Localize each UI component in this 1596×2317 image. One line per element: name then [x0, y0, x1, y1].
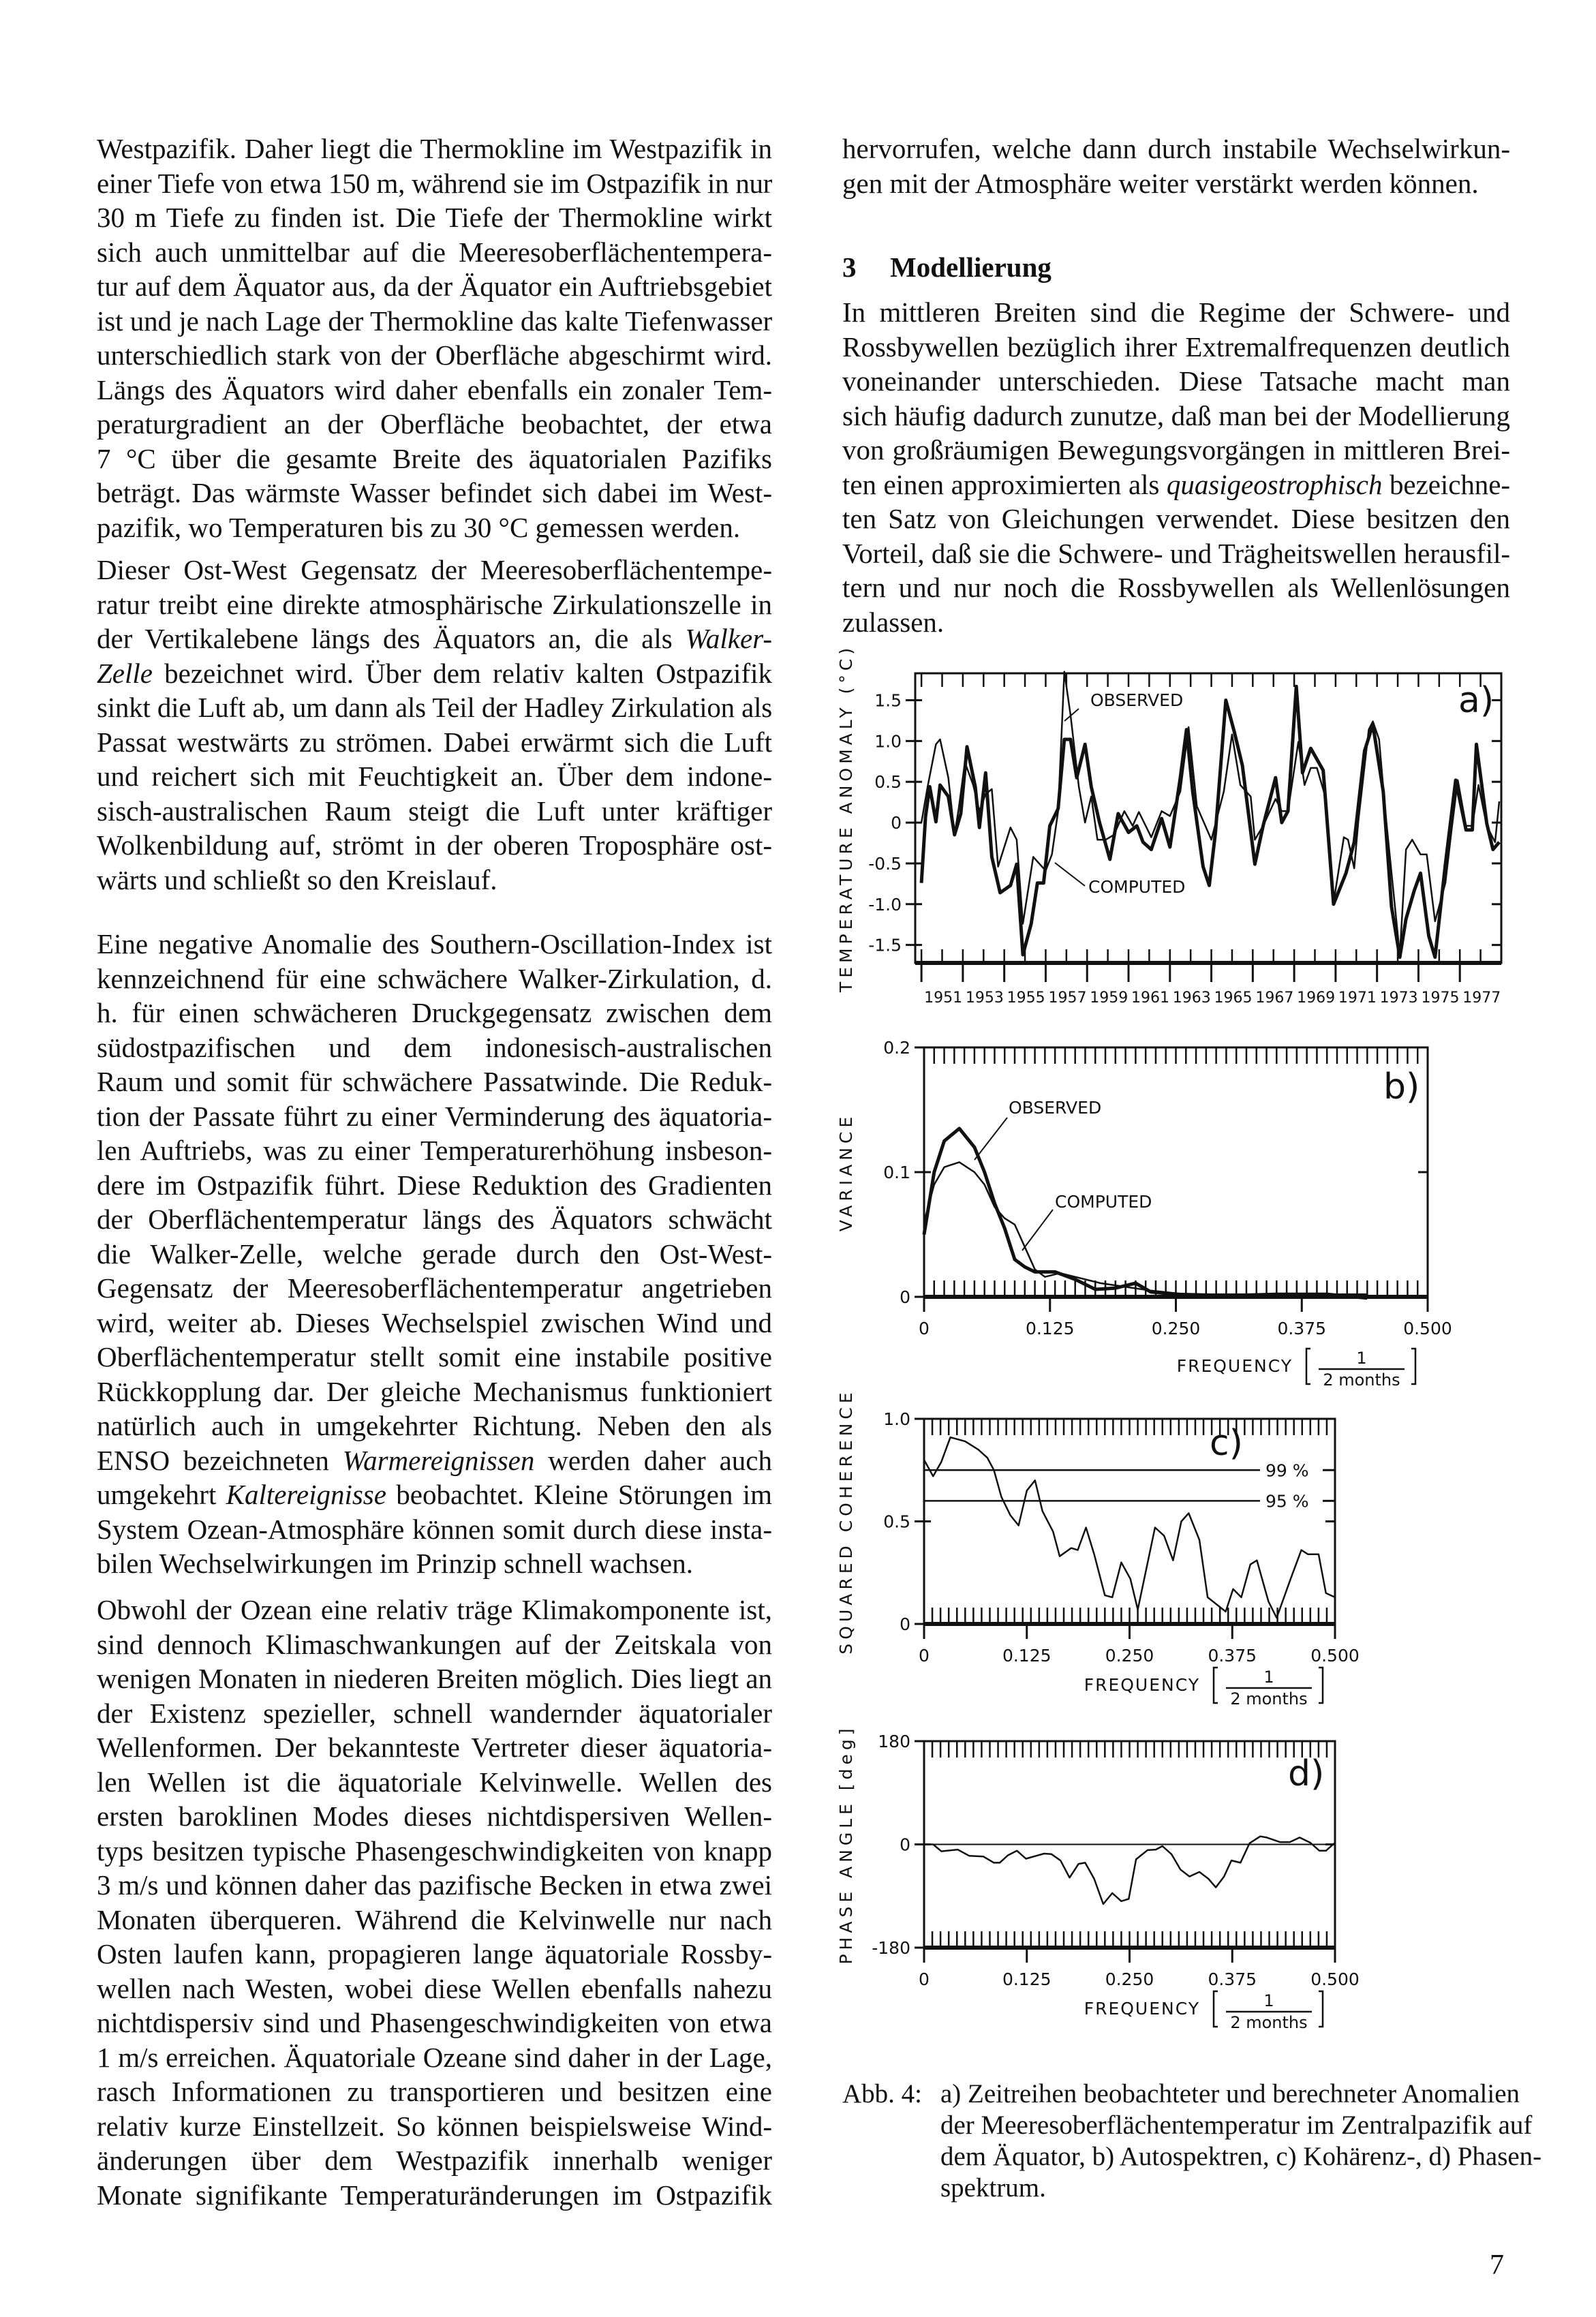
section-number: 3 — [842, 251, 857, 283]
x-tick-label: 1973 — [1379, 989, 1418, 1007]
x-tick-label: 1967 — [1255, 989, 1294, 1007]
text-line: zulassen. — [842, 606, 945, 638]
y-tick-label: 0.5 — [874, 772, 902, 793]
text-line: änderungen über dem Westpazifik innerhalb weniger — [97, 2145, 772, 2176]
series-line-phase — [924, 1837, 1335, 1904]
series-line-observed — [924, 1129, 1367, 1298]
significance-label: 95 % — [1265, 1491, 1309, 1512]
series-line-computed — [924, 1162, 1367, 1294]
text-line: wärts und schließt so den Kreislauf. — [97, 863, 497, 895]
text-line: sich häufig dadurch zunutze, daß man bei der Modellierung — [842, 399, 1510, 431]
y-tick-label: 0 — [900, 1614, 910, 1634]
bracket-left — [1214, 1668, 1218, 1703]
y-tick-label: -1.5 — [868, 935, 902, 955]
text-line: bilen Wechselwirkungen im Prinzip schnell wachsen. — [97, 1548, 693, 1579]
text-line: hervorrufen, welche dann durch instabile Wechselwirkun- — [842, 133, 1510, 164]
y-axis-label: SQUARED COHERENCE — [836, 1388, 856, 1655]
text-line: wird, weiter ab. Dieses Wechselspiel zwischen Wind und — [97, 1306, 772, 1338]
bracket-left — [1214, 1991, 1218, 2027]
series-line-observed — [921, 672, 1499, 955]
y-tick-label: 1.0 — [874, 731, 902, 752]
text-line: voneinander unterschieden. Diese Tatsache macht man — [842, 365, 1510, 397]
y-tick-label: 180 — [878, 1732, 910, 1751]
unit-denominator: 2 months — [1323, 1370, 1400, 1390]
x-tick-label: 1963 — [1172, 989, 1211, 1007]
text-line: Westpazifik. Daher liegt die Thermokline im Westpazifik in — [97, 133, 772, 164]
text-line: len Wellen ist die äquatoriale Kelvinwelle. Wellen des — [97, 1766, 772, 1798]
text-line: Oberflächentemperatur stellt somit eine instabile positive — [97, 1341, 772, 1372]
y-axis-label: TEMPERATURE ANOMALY (°C) — [836, 643, 856, 993]
text-run: der Vertikalebene längs des Äquators an, die als — [97, 623, 686, 654]
italic-term: Walker- — [685, 623, 772, 654]
text-line: die Walker-Zelle, welche gerade durch den Ost-West- — [97, 1238, 772, 1270]
text-line: nichtdispersiv sind und Phasengeschwindigkeiten von etwa — [97, 2007, 772, 2038]
text-line: dere im Ostpazifik führt. Diese Reduktion des Gradienten — [97, 1169, 772, 1201]
text-run: umgekehrt — [97, 1479, 226, 1510]
text-line: einer Tiefe von etwa 150 m, während sie im Ostpazifik in nur — [97, 167, 772, 199]
text-line: beträgt. Das wärmste Wasser befindet sich dabei im West- — [97, 477, 772, 508]
x-tick-label: 1957 — [1048, 989, 1087, 1007]
series-annotation-label: OBSERVED — [1009, 1098, 1102, 1118]
text-line: sisch-australischen Raum steigt die Luft unter kräftiger — [97, 795, 772, 827]
text-run: bezeichne- — [1382, 468, 1511, 500]
series-annotation-label: OBSERVED — [1090, 690, 1184, 710]
text-line: Vorteil, daß sie die Schwere- und Trägheitswellen herausfil- — [842, 537, 1510, 569]
x-tick-label: 0 — [919, 1969, 930, 1989]
text-line: In mittleren Breiten sind die Regime der Schwere- und — [842, 296, 1510, 328]
text-run: ENSO bezeichneten — [97, 1444, 343, 1476]
x-tick-label: 0.250 — [1105, 1969, 1154, 1989]
x-tick-label: 1965 — [1214, 989, 1253, 1007]
y-tick-label: 0.1 — [883, 1163, 910, 1182]
text-line: 30 m Tiefe zu finden ist. Die Tiefe der Thermokline wirkt — [97, 202, 772, 233]
italic-term: Zelle — [97, 657, 153, 689]
text-line: tern und nur noch die Rossbywellen als Wellenlösungen — [842, 572, 1510, 603]
text-line: wellen nach Westen, wobei diese Wellen ebenfalls nahezu — [97, 1972, 772, 2004]
caption-text — [940, 2078, 1542, 2204]
unit-numerator: 1 — [1263, 1991, 1274, 2010]
page-number: 7 — [1490, 2250, 1504, 2281]
text-line: sinkt die Luft ab, um dann als Teil der Hadley Zirkulation als — [97, 692, 772, 723]
y-axis-label: PHASE ANGLE [deg] — [836, 1724, 856, 1965]
text-line: von großräumigen Bewegungsvorgängen in mittleren Brei- — [842, 434, 1510, 465]
text-line: sich auch unmittelbar auf die Meeresoberflächentempera- — [97, 236, 772, 268]
x-tick-label: 1959 — [1090, 989, 1129, 1007]
y-tick-label: 1.5 — [874, 690, 902, 711]
panel-label: d) — [1288, 1753, 1325, 1794]
x-tick-label: 0.125 — [1002, 1646, 1052, 1666]
text-line: len Auftriebs, was zu einer Temperaturerhöhung insbeson- — [97, 1135, 772, 1166]
significance-label: 99 % — [1265, 1460, 1309, 1481]
text-line: Rückkopplung dar. Der gleiche Mechanismus funktioniert — [97, 1375, 772, 1407]
series-line-computed — [921, 686, 1499, 957]
text-line: Raum und somit für schwächere Passatwinde. Die Reduk- — [97, 1066, 772, 1097]
text-line: Monate signifikante Temperaturänderungen im Ostpazifik — [97, 2179, 772, 2211]
plot-frame — [924, 1419, 1335, 1624]
text-line: Monaten überqueren. Während die Kelvinwelle nur nach — [97, 1903, 772, 1935]
annotation-leader — [975, 1118, 1007, 1160]
text-line: Passat westwärts zu strömen. Dabei erwärmt sich die Luft — [97, 726, 772, 758]
italic-term: quasigeostrophisch — [1166, 468, 1383, 500]
x-tick-label: 0.500 — [1403, 1319, 1452, 1338]
x-tick-label: 1969 — [1297, 989, 1336, 1007]
y-tick-label: 0 — [900, 1287, 910, 1307]
y-tick-label: -1.0 — [868, 894, 902, 915]
text-line: ersten baroklinen Modes dieses nichtdispersiven Wellen- — [97, 1800, 772, 1832]
panel-label: c) — [1210, 1423, 1243, 1464]
text-line: gen mit der Atmosphäre weiter verstärkt werden können. — [842, 167, 1479, 199]
unit-denominator: 2 months — [1230, 1689, 1308, 1708]
x-tick-label: 1953 — [965, 989, 1004, 1007]
text-line: 7 °C über die gesamte Breite des äquatorialen Pazifiks — [97, 442, 772, 474]
series-annotation-label: COMPUTED — [1055, 1192, 1152, 1212]
unit-denominator: 2 months — [1230, 2013, 1308, 2032]
section-title: Modellierung — [890, 251, 1052, 283]
text-line: tur auf dem Äquator aus, da der Äquator ein Auftriebsgebiet — [97, 271, 772, 302]
text-line: Längs des Äquators wird daher ebenfalls ein zonaler Tem- — [97, 373, 772, 405]
text-line: relativ kurze Einstellzeit. So können beispielsweise Wind- — [97, 2110, 772, 2142]
text-line: natürlich auch in umgekehrter Richtung. Neben den als — [97, 1410, 772, 1441]
italic-term: Warmereignissen — [342, 1444, 535, 1476]
y-tick-label: 0.5 — [883, 1512, 910, 1532]
x-tick-label: 1961 — [1131, 989, 1170, 1007]
bracket-right — [1319, 1668, 1323, 1703]
caption-line: dem Äquator, b) Autospektren, c) Kohärenz-, d) Phasen- — [940, 2142, 1542, 2171]
text-line: wenigen Monaten in niederen Breiten möglich. Dies liegt an — [97, 1663, 772, 1694]
y-tick-label: 0.2 — [883, 1038, 910, 1058]
x-tick-label: 0.375 — [1208, 1646, 1257, 1666]
text-line: kennzeichnend für eine schwächere Walker-Zirkulation, d. — [97, 962, 772, 994]
text-run: bezeichnet wird. Über dem relativ kalten Ostpazifik — [152, 657, 772, 689]
panel-label: a) — [1458, 680, 1494, 721]
italic-term: Kaltereignisse — [226, 1479, 386, 1510]
text-run: werden daher auch — [534, 1444, 772, 1476]
panel-label: b) — [1383, 1067, 1420, 1107]
text-line: Wellenformen. Der bekannteste Vertreter dieser äquatoria- — [97, 1732, 772, 1763]
text-line: pazifik, wo Temperaturen bis zu 30 °C gemessen werden. — [97, 511, 741, 543]
x-tick-label: 1955 — [1007, 989, 1045, 1007]
y-tick-label: 0 — [900, 1835, 910, 1855]
text-line: peraturgradient an der Oberfläche beobachtet, der etwa — [97, 408, 772, 440]
x-tick-label: 1951 — [924, 989, 963, 1007]
plot-frame — [915, 673, 1501, 963]
text-line: der Existenz spezieller, schnell wandernder äquatorialer — [97, 1697, 772, 1729]
y-tick-label: 0 — [891, 813, 902, 833]
plot-frame — [924, 1047, 1428, 1297]
text-line: südostpazifischen und dem indonesisch-australischen — [97, 1031, 772, 1063]
x-tick-label: 1977 — [1462, 989, 1501, 1007]
annotation-leader — [1055, 863, 1085, 886]
text-line: Osten laufen kann, propagieren lange äquatoriale Rossby- — [97, 1938, 772, 1969]
unit-numerator: 1 — [1356, 1349, 1367, 1368]
y-tick-label: -0.5 — [868, 853, 902, 874]
bracket-right — [1319, 1991, 1323, 2027]
text-line: h. für einen schwächeren Druckgegensatz zwischen dem — [97, 997, 772, 1028]
annotation-leader — [1022, 1210, 1053, 1250]
text-line: ratur treibt eine direkte atmosphärische Zirkulationszelle in — [97, 588, 772, 620]
x-tick-label: 0 — [919, 1319, 930, 1338]
text-line: Dieser Ost-West Gegensatz der Meeresoberflächentempe- — [97, 554, 772, 585]
series-annotation-label: COMPUTED — [1088, 877, 1186, 897]
text-line: ten Satz von Gleichungen verwendet. Diese besitzen den — [842, 503, 1510, 534]
caption-line: a) Zeitreihen beobachteter und berechneter Anomalien — [940, 2079, 1520, 2108]
text-line: Gegensatz der Meeresoberflächentemperatur angetrieben — [97, 1272, 772, 1304]
x-axis-label: FREQUENCY — [1084, 1675, 1200, 1695]
x-tick-label: 0.125 — [1002, 1969, 1052, 1989]
x-tick-label: 0.250 — [1151, 1319, 1201, 1338]
text-line: rasch Informationen zu transportieren und besitzen eine — [97, 2076, 772, 2107]
bracket-right — [1411, 1349, 1415, 1384]
text-run: beobachtet. Kleine Störungen im — [386, 1479, 772, 1510]
caption-line: der Meeresoberflächentemperatur im Zentralpazifik auf — [940, 2111, 1533, 2140]
text-line: Eine negative Anomalie des Southern-Oscillation-Index ist — [97, 928, 772, 960]
x-axis-label: FREQUENCY — [1084, 1999, 1200, 2019]
x-tick-label: 0 — [919, 1646, 930, 1666]
text-line: Obwohl der Ozean eine relativ träge Klimakomponente ist, — [97, 1594, 772, 1625]
text-line: tion der Passate führt zu einer Verminderung des äquatoria- — [97, 1100, 772, 1132]
bracket-left — [1306, 1349, 1310, 1384]
text-line: Wolkenbildung auf, strömt in der oberen Troposphäre ost- — [97, 829, 772, 861]
text-line: 1 m/s erreichen. Äquatoriale Ozeane sind daher in der Lage, — [97, 2041, 772, 2073]
text-line: System Ozean-Atmosphäre können somit durch diese insta- — [97, 1513, 772, 1545]
x-tick-label: 0.375 — [1277, 1319, 1327, 1338]
x-tick-label: 0.500 — [1310, 1646, 1360, 1666]
y-tick-label: 1.0 — [883, 1409, 910, 1429]
x-tick-label: 0.375 — [1208, 1969, 1257, 1989]
y-tick-label: -180 — [872, 1938, 910, 1958]
caption-label: Abb. 4: — [842, 2079, 922, 2108]
x-tick-label: 0.500 — [1310, 1969, 1360, 1989]
x-tick-label: 1971 — [1338, 989, 1377, 1007]
text-line: sind dennoch Klimaschwankungen auf der Zeitskala von — [97, 1628, 772, 1660]
text-run: ten einen approximierten als — [842, 468, 1167, 500]
text-line: und reichert sich mit Feuchtigkeit an. Über dem indone- — [97, 761, 772, 792]
caption-line: spektrum. — [940, 2173, 1046, 2203]
text-line: der Oberflächentemperatur längs des Äquators schwächt — [97, 1203, 772, 1235]
x-tick-label: 0.250 — [1105, 1646, 1154, 1666]
x-tick-label: 1975 — [1421, 989, 1460, 1007]
unit-numerator: 1 — [1263, 1668, 1274, 1687]
text-line: unterschiedlich stark von der Oberfläche abgeschirmt wird. — [97, 339, 772, 371]
text-line: typs besitzen typische Phasengeschwindigkeiten von knapp — [97, 1835, 772, 1867]
text-line: ist und je nach Lage der Thermokline das kalte Tiefenwasser — [97, 305, 772, 337]
x-axis-label: FREQUENCY — [1176, 1356, 1293, 1376]
text-line: Rossbywellen bezüglich ihrer Extremalfrequenzen deutlich — [842, 331, 1510, 363]
text-line: 3 m/s und können daher das pazifische Becken in etwa zwei — [97, 1869, 772, 1901]
y-axis-label: VARIANCE — [836, 1112, 856, 1232]
x-tick-label: 0.125 — [1025, 1319, 1075, 1338]
